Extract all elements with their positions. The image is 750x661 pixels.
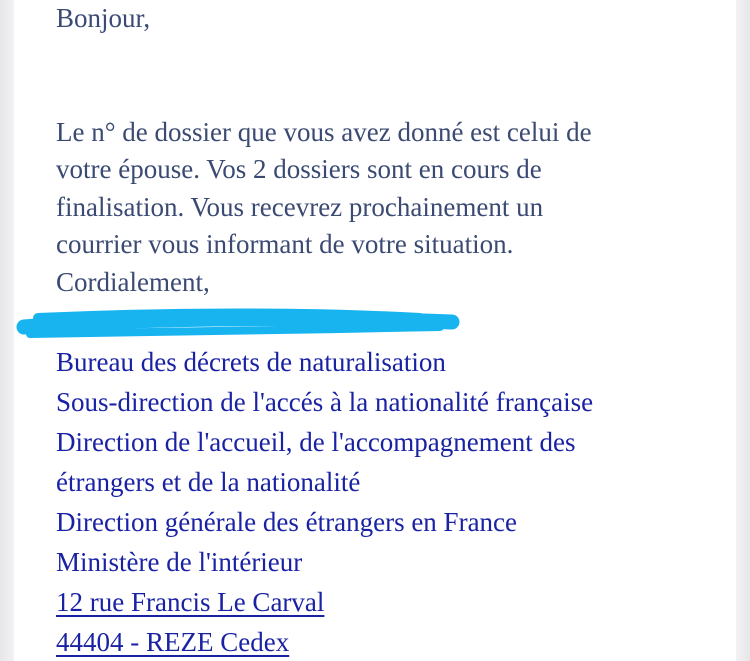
email-message-body — [14, 0, 736, 661]
signature-line-direction-generale: Direction générale des étrangers en France — [56, 507, 518, 537]
body-line-4: courrier vous informant de votre situation. — [56, 229, 514, 259]
body-line-2: votre épouse. Vos 2 dossiers sont en cours de — [56, 154, 542, 184]
signature-line-direction-accueil: Direction de l'accueil, de l'accompagnement des — [56, 427, 576, 457]
body-line-1: Le n° de dossier que vous avez donné est celui de — [56, 117, 592, 147]
signature-line-sous-direction: Sous-direction de l'accés à la nationalité française — [56, 387, 594, 417]
closing: Cordialement, — [56, 267, 210, 297]
left-margin — [0, 0, 14, 661]
greeting: Bonjour, — [56, 3, 151, 33]
right-margin — [736, 0, 750, 661]
body-line-3: finalisation. Vous recevrez prochainement un — [56, 192, 544, 222]
address-street-link[interactable]: 12 rue Francis Le Carval — [56, 587, 325, 617]
address-city-link[interactable]: 44404 - REZE Cedex — [56, 627, 290, 657]
signature-line-bureau: Bureau des décrets de naturalisation — [56, 347, 446, 377]
signature-line-ministere: Ministère de l'intérieur — [56, 547, 303, 577]
signature-line-etrangers: étrangers et de la nationalité — [56, 467, 361, 497]
